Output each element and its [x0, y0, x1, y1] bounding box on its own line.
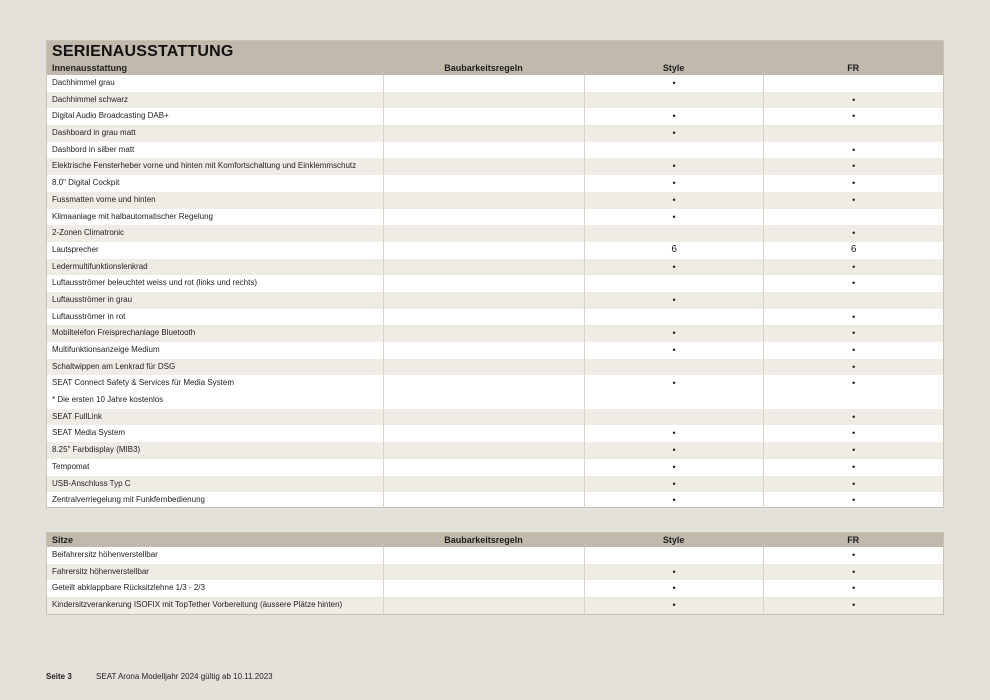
rule-cell — [383, 459, 584, 476]
feature-name — [47, 597, 383, 614]
feature-label: Geteilt abklappbare Rücksitzlehne 1/3 - 2/3 — [52, 583, 205, 593]
feature-label: 2-Zonen Climatronic — [52, 228, 125, 238]
footer-text: SEAT Arona Modelljahr 2024 gültig ab 10.11.2023 — [96, 672, 273, 681]
style-cell: • — [584, 158, 764, 175]
style-cell: • — [584, 459, 764, 476]
feature-label: Dashboard in grau matt — [52, 128, 136, 138]
feature-name — [47, 75, 383, 92]
style-cell: • — [584, 259, 764, 276]
table-header — [47, 62, 943, 75]
feature-label: Klimaanlage mit halbautomatischer Regelung — [52, 211, 213, 221]
table-row — [47, 459, 943, 476]
fr-cell: • — [763, 442, 943, 459]
table-row — [47, 158, 943, 175]
table-row — [47, 92, 943, 109]
fr-cell: • — [763, 225, 943, 242]
rule-cell — [383, 564, 584, 581]
feature-name — [47, 409, 383, 426]
style-cell: • — [584, 125, 764, 142]
rule-cell — [383, 92, 584, 109]
rule-cell — [383, 309, 584, 326]
table-row — [47, 292, 943, 309]
page-footer — [46, 672, 273, 681]
header-category: Sitze — [52, 535, 74, 545]
rule-cell — [383, 325, 584, 342]
table-row — [47, 409, 943, 426]
style-cell: 6 — [584, 242, 764, 259]
style-cell: • — [584, 492, 764, 509]
table-row — [47, 75, 943, 92]
feature-name — [47, 92, 383, 109]
feature-label: Dachhimmel schwarz — [52, 94, 129, 104]
feature-name — [47, 175, 383, 192]
fr-cell: • — [763, 459, 943, 476]
feature-label: 8.0" Digital Cockpit — [52, 178, 120, 188]
table-row — [47, 375, 943, 408]
rule-cell — [383, 425, 584, 442]
feature-name — [47, 192, 383, 209]
fr-cell: • — [763, 142, 943, 159]
fr-cell: • — [763, 108, 943, 125]
table-row — [47, 108, 943, 125]
feature-label: Fussmatten vorne und hinten — [52, 194, 156, 204]
table-row — [47, 492, 943, 509]
fr-cell: • — [763, 92, 943, 109]
style-cell: • — [584, 425, 764, 442]
style-cell: • — [584, 175, 764, 192]
style-cell — [584, 309, 764, 326]
style-cell — [584, 92, 764, 109]
fr-cell: • — [763, 425, 943, 442]
table-row — [47, 142, 943, 159]
feature-label: Lautsprecher — [52, 244, 99, 254]
feature-label: SEAT Media System — [52, 428, 126, 438]
feature-label: Digital Audio Broadcasting DAB+ — [52, 111, 169, 121]
table-row — [47, 342, 943, 359]
feature-label: Kindersitzverankerung ISOFIX mit TopTether Vorbereitung (äussere Plätze hinten) — [52, 600, 343, 610]
fr-cell: • — [763, 564, 943, 581]
feature-name — [47, 375, 383, 408]
rule-cell — [383, 259, 584, 276]
feature-name — [47, 325, 383, 342]
feature-label: Luftausströmer in rot — [52, 311, 126, 321]
table-row — [47, 225, 943, 242]
feature-name — [47, 292, 383, 309]
fr-cell: • — [763, 342, 943, 359]
style-cell: • — [584, 192, 764, 209]
rule-cell — [383, 175, 584, 192]
feature-label: Schaltwippen am Lenkrad für DSG — [52, 361, 176, 371]
feature-name — [47, 125, 383, 142]
style-cell: • — [584, 442, 764, 459]
rule-cell — [383, 492, 584, 509]
fr-cell — [763, 292, 943, 309]
rule-cell — [383, 142, 584, 159]
rule-cell — [383, 442, 584, 459]
fr-cell: • — [763, 192, 943, 209]
fr-cell: • — [763, 547, 943, 564]
fr-cell — [763, 209, 943, 226]
style-cell: • — [584, 325, 764, 342]
fr-cell: • — [763, 325, 943, 342]
rule-cell — [383, 242, 584, 259]
feature-label: Dachhimmel grau — [52, 78, 115, 87]
feature-name — [47, 309, 383, 326]
feature-label: Dashbord in silber matt — [52, 144, 135, 154]
style-cell: • — [584, 342, 764, 359]
rule-cell — [383, 125, 584, 142]
header-style: Style — [662, 63, 685, 73]
fr-cell: • — [763, 580, 943, 597]
fr-cell: • — [763, 309, 943, 326]
feature-name — [47, 259, 383, 276]
standard-equipment-table — [46, 40, 944, 508]
rule-cell — [383, 192, 584, 209]
fr-cell: • — [763, 375, 943, 408]
fr-cell: 6 — [763, 242, 943, 259]
fr-cell: • — [763, 476, 943, 493]
feature-name — [47, 342, 383, 359]
table-row — [47, 564, 943, 581]
rule-cell — [383, 292, 584, 309]
rule-cell — [383, 158, 584, 175]
style-cell: • — [584, 476, 764, 493]
style-cell: • — [584, 209, 764, 226]
page-number: Seite 3 — [46, 672, 72, 681]
table-row — [47, 275, 943, 292]
feature-name — [47, 425, 383, 442]
table-row — [47, 209, 943, 226]
feature-label: Mobiltelefon Freisprechanlage Bluetooth — [52, 328, 196, 338]
style-cell — [584, 275, 764, 292]
table-row — [47, 309, 943, 326]
rule-cell — [383, 75, 584, 92]
table-row — [47, 442, 943, 459]
style-cell — [584, 142, 764, 159]
feature-label: Elektrische Fensterheber vorne und hinten mit Komfortschaltung und Einklemmschutz — [52, 161, 357, 171]
fr-cell: • — [763, 359, 943, 376]
style-cell — [584, 225, 764, 242]
rule-cell — [383, 476, 584, 493]
fr-cell — [763, 125, 943, 142]
style-cell: • — [584, 564, 764, 581]
header-fr: FR — [847, 63, 860, 73]
table-row — [47, 325, 943, 342]
feature-label: Luftausströmer in grau — [52, 294, 133, 304]
feature-label: 8.25" Farbdisplay (MIB3) — [52, 445, 141, 455]
feature-label: Tempomat — [52, 461, 90, 471]
feature-name — [47, 492, 383, 509]
feature-label: Multifunktionsanzeige Medium — [52, 345, 160, 354]
feature-name — [47, 275, 383, 292]
section-title: SERIENAUSSTATTUNG — [47, 41, 943, 62]
feature-name — [47, 142, 383, 159]
feature-name — [47, 476, 383, 493]
fr-cell: • — [763, 175, 943, 192]
rule-cell — [383, 547, 584, 564]
feature-name — [47, 547, 383, 564]
rule-cell — [383, 108, 584, 125]
feature-name — [47, 459, 383, 476]
header-style: Style — [662, 535, 685, 545]
feature-label: SEAT FullLink — [52, 411, 102, 421]
feature-name — [47, 359, 383, 376]
fr-cell: • — [763, 597, 943, 614]
feature-name — [47, 564, 383, 581]
rule-cell — [383, 225, 584, 242]
feature-label: Beifahrersitz höhenverstellbar — [52, 550, 158, 559]
fr-cell: • — [763, 259, 943, 276]
style-cell: • — [584, 597, 764, 614]
style-cell: • — [584, 108, 764, 125]
fr-cell: • — [763, 158, 943, 175]
style-cell: • — [584, 375, 764, 408]
rule-cell — [383, 209, 584, 226]
header-category: Innenausstattung — [52, 63, 128, 73]
feature-name — [47, 158, 383, 175]
table-row — [47, 259, 943, 276]
feature-label: Fahrersitz höhenverstellbar — [52, 566, 149, 576]
table-row — [47, 242, 943, 259]
feature-label: USB-Anschluss Typ C — [52, 478, 131, 488]
feature-label: Zentralverriegelung mit Funkfernbedienung — [52, 495, 205, 505]
table-row — [47, 359, 943, 376]
table-row — [47, 425, 943, 442]
style-cell: • — [584, 75, 764, 92]
table-row — [47, 597, 943, 614]
rule-cell — [383, 409, 584, 426]
rule-cell — [383, 580, 584, 597]
feature-label: Luftausströmer beleuchtet weiss und rot (links und rechts) — [52, 278, 257, 288]
feature-label: SEAT Connect Safety & Services für Media System — [52, 378, 234, 388]
style-cell: • — [584, 580, 764, 597]
rule-cell — [383, 375, 584, 408]
rule-cell — [383, 359, 584, 376]
fr-cell — [763, 75, 943, 92]
feature-name — [47, 580, 383, 597]
table-row — [47, 547, 943, 564]
seats-table — [46, 532, 944, 615]
style-cell — [584, 409, 764, 426]
style-cell: • — [584, 292, 764, 309]
header-rules: Baubarkeitsregeln — [444, 535, 523, 545]
feature-name — [47, 225, 383, 242]
style-cell — [584, 547, 764, 564]
fr-cell: • — [763, 492, 943, 509]
feature-name — [47, 108, 383, 125]
feature-name — [47, 209, 383, 226]
rule-cell — [383, 275, 584, 292]
table-row — [47, 476, 943, 493]
table-row — [47, 175, 943, 192]
rule-cell — [383, 597, 584, 614]
table-row — [47, 125, 943, 142]
rule-cell — [383, 342, 584, 359]
table-header — [47, 533, 943, 547]
fr-cell: • — [763, 275, 943, 292]
fr-cell: • — [763, 409, 943, 426]
feature-name — [47, 442, 383, 459]
style-cell — [584, 359, 764, 376]
feature-note: * Die ersten 10 Jahre kostenlos — [52, 395, 164, 405]
header-rules: Baubarkeitsregeln — [444, 63, 523, 73]
table-row — [47, 580, 943, 597]
table-row — [47, 192, 943, 209]
header-fr: FR — [847, 535, 860, 545]
feature-label: Ledermultifunktionslenkrad — [52, 261, 148, 271]
feature-name — [47, 242, 383, 259]
